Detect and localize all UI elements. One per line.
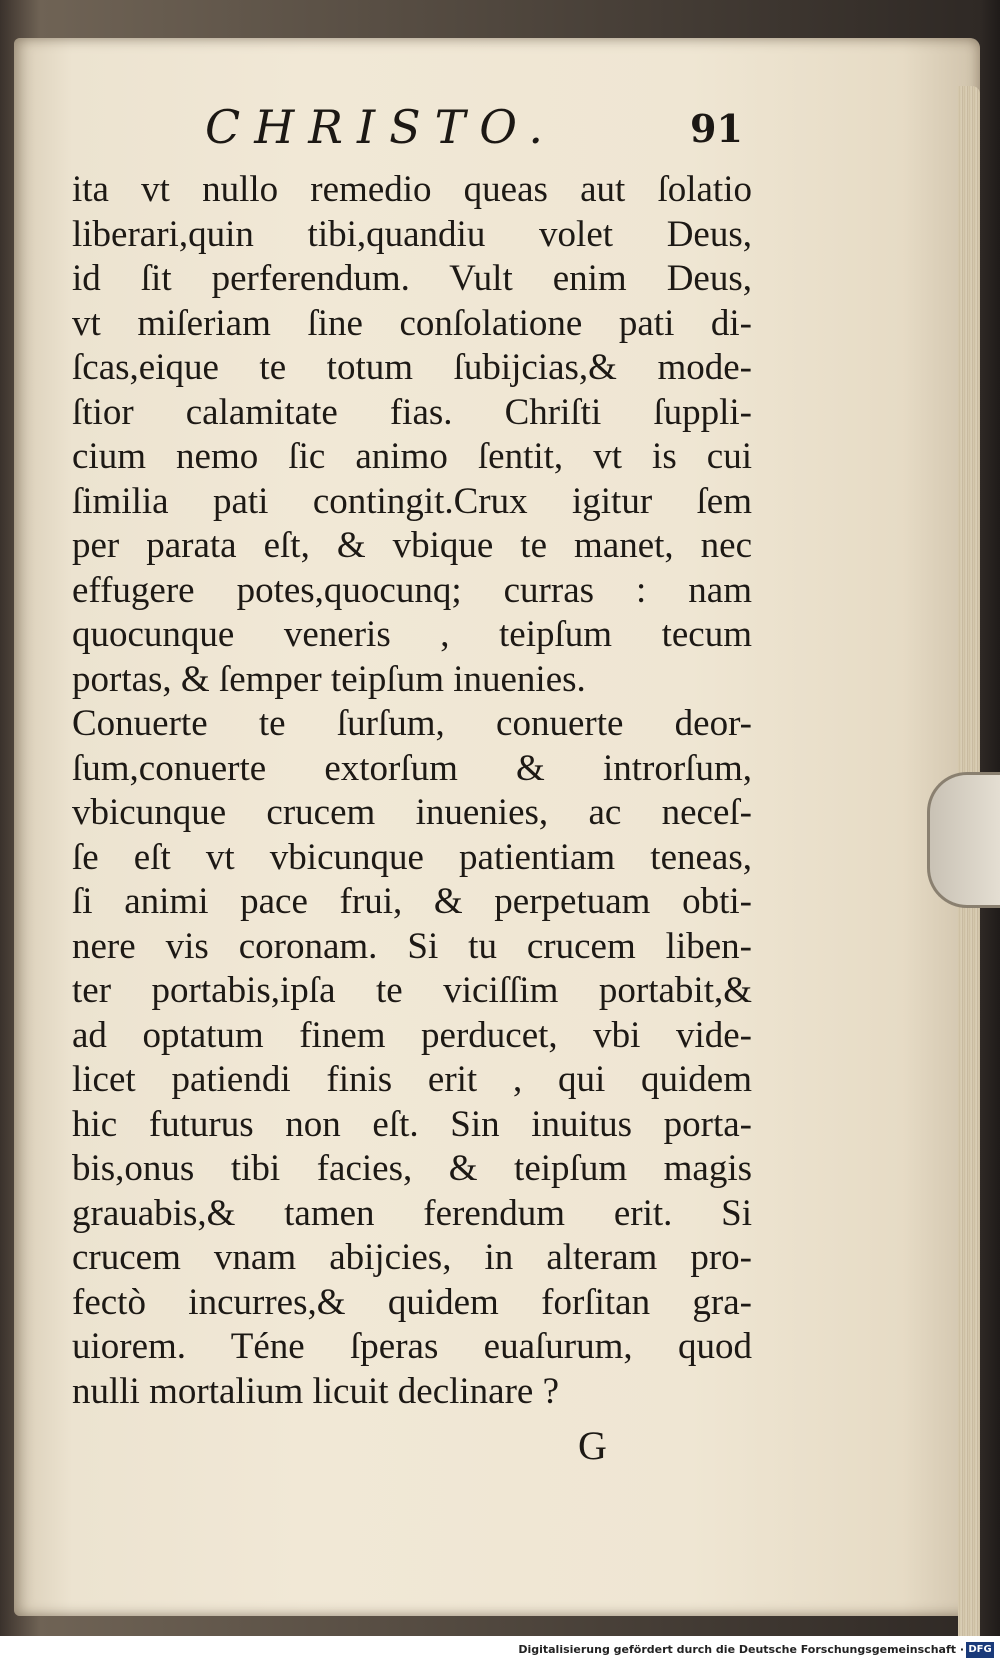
text-line: ſtior calamitate fias. Chriſti ſuppli- xyxy=(72,391,752,433)
text-line: vbicunque crucem inuenies, ac neceſ- xyxy=(72,792,752,833)
catchword: G xyxy=(578,1423,607,1468)
running-head xyxy=(0,100,1000,160)
text-line: ſum,conuerte extorſum & introrſum, xyxy=(72,747,752,789)
text-line: liberari,quin tibi,quandiu volet Deus, xyxy=(72,213,752,255)
text-line: ita vt nullo remedio queas aut ſolatio xyxy=(72,169,752,210)
text-line: ad optatum finem perducet, vbi vide- xyxy=(72,1014,752,1056)
text-line: vt miſeriam ſine conſolatione pati di- xyxy=(72,302,752,344)
text-line: licet patiendi finis erit , qui quidem xyxy=(72,1059,752,1100)
text-line: ſi animi pace frui, & perpetuam obti- xyxy=(72,881,752,922)
funding-credit: Digitalisierung gefördert durch die Deutsche Forschungsgemeinschaft · xyxy=(518,1643,964,1656)
text-line: id ſit perferendum. Vult enim Deus, xyxy=(72,258,752,299)
text-line: nere vis coronam. Si tu crucem liben- xyxy=(72,925,752,967)
text-line: portas, & ſemper teipſum inuenies. xyxy=(72,658,586,700)
text-line: effugere potes,quocunq; curras : nam xyxy=(72,569,752,611)
page-number: 91 xyxy=(690,106,743,151)
text-line: ſimilia pati contingit.Crux igitur ſem xyxy=(72,480,752,522)
text-line: grauabis,& tamen ferendum erit. Si xyxy=(72,1192,752,1234)
page-clip-tab xyxy=(927,772,1000,908)
text-line: ſcas,eique te totum ſubijcias,& mode- xyxy=(72,347,752,388)
text-line: crucem vnam abijcies, in alteram pro- xyxy=(72,1237,752,1278)
text-line: per parata eſt, & vbique te manet, nec xyxy=(72,525,752,566)
text-line: ſe eſt vt vbicunque patientiam teneas, xyxy=(72,836,752,878)
text-line: cium nemo ſic animo ſentit, vt is cui xyxy=(72,436,752,477)
text-line: ter portabis,ipſa te viciſſim portabit,& xyxy=(72,970,752,1011)
text-line: hic futurus non eſt. Sin inuitus porta- xyxy=(72,1103,752,1145)
text-line: nulli mortalium licuit declinare ? xyxy=(72,1370,560,1412)
digitization-footer xyxy=(0,1636,1000,1666)
text-line: bis,onus tibi facies, & teipſum magis xyxy=(72,1148,752,1189)
text-line: uiorem. Téne ſperas euaſurum, quod xyxy=(72,1326,752,1367)
text-line: fectò incurres,& quidem forſitan gra- xyxy=(72,1281,752,1323)
text-line: Conuerte te ſurſum, conuerte deor- xyxy=(72,703,752,744)
text-line: quocunque veneris , teipſum tecum xyxy=(72,614,752,655)
body-text xyxy=(72,168,752,1414)
running-head-title: CHRISTO. xyxy=(205,100,557,154)
dfg-logo: DFG xyxy=(966,1642,994,1658)
